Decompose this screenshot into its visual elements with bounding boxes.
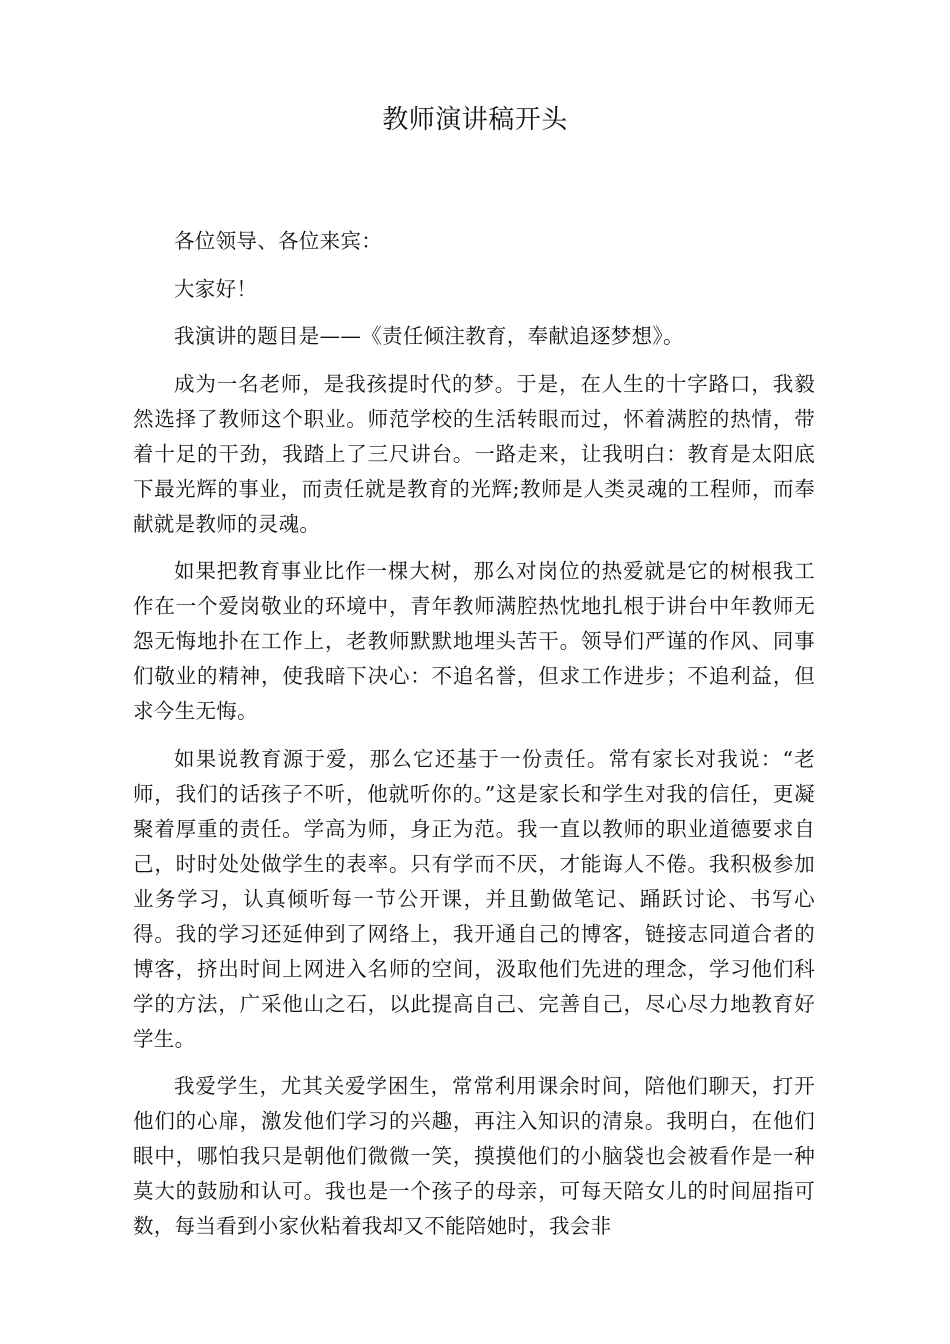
paragraph-dream: 成为一名老师，是我孩提时代的梦。于是，在人生的十字路口，我毅然选择了教师这个职业。师范学校的生活转眼而过，怀着满腔的热情，带着十足的干劲，我踏上了三尺讲台。一路走来，让我明白：教育是太阳底下最光辉的事业，而责任就是教育的光辉;教师是人类灵魂的工程师，而奉献就是教师的灵魂。 — [133, 371, 815, 536]
paragraph-students: 我爱学生，尤其关爱学困生，常常利用课余时间，陪他们聊天，打开他们的心扉，激发他们学习的兴趣，再注入知识的清泉。我明白，在他们眼中，哪怕我只是朝他们微微一笑，摸摸他们的小脑袋也会被看作是一种莫大的鼓励和认可。我也是一个孩子的母亲，可每天陪女儿的时间屈指可数，每当看到小家伙粘着我却又不能陪她时，我会非 — [133, 1074, 815, 1238]
paragraph-topic: 我演讲的题目是——《责任倾注教育，奉献追逐梦想》。 — [174, 324, 684, 348]
document-title: 教师演讲稿开头 — [382, 105, 568, 135]
paragraph-salutation: 各位领导、各位来宾： — [174, 229, 382, 253]
document-body — [133, 224, 815, 1257]
paragraph-responsibility: 如果说教育源于爱，那么它还基于一份责任。常有家长对我说：“老师，我们的话孩子不听，他就听你的。”这是家长和学生对我的信任，更凝聚着厚重的责任。学高为师，身正为范。我一直以教师的职业道德要求自己，时时处处做学生的表率。只有学而不厌，才能诲人不倦。我积极参加业务学习，认真倾听每一节公开课，并且勤做笔记、踊跃讨论、书写心得。我的学习还延伸到了网络上，我开通自己的博客，链接志同道合者的博客，挤出时间上网进入名师的空间，汲取他们先进的理念，学习他们科学的方法，广采他山之石，以此提高自己、完善自己，尽心尽力地教育好学生。 — [133, 746, 815, 1051]
paragraph-tree: 如果把教育事业比作一棵大树，那么对岗位的热爱就是它的树根我工作在一个爱岗敬业的环境中，青年教师满腔热忱地扎根于讲台中年教师无怨无悔地扑在工作上，老教师默默地埋头苦干。领导们严谨的作风、同事们敬业的精神，使我暗下决心：不追名誉，但求工作进步；不追利益，但求今生无悔。 — [133, 559, 815, 723]
paragraph-greeting: 大家好！ — [174, 276, 258, 301]
